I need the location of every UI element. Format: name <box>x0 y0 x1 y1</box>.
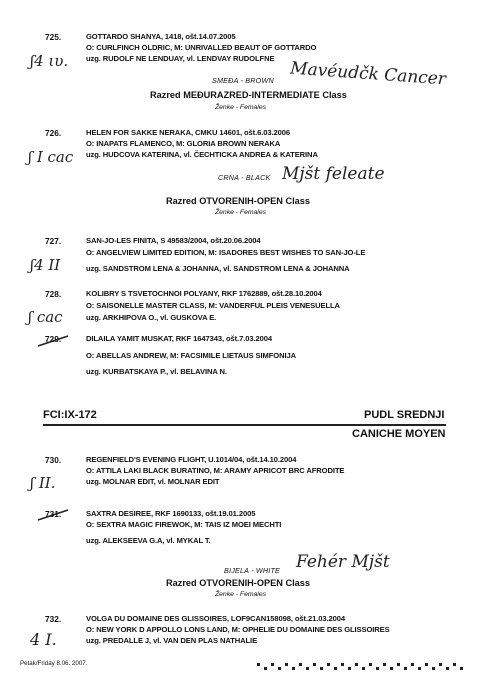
entry-title: HELEN FOR SAKKE NERAKA, CMKU 14601, ošt.6.03.2006 <box>86 128 290 137</box>
entry-parents: O: SAISONELLE MASTER CLASS, M: VANDERFUL PLEIS VENESUELLA <box>86 301 340 310</box>
handwritten-note: Mjšt feleate <box>282 164 385 184</box>
entry-number: 727. <box>45 236 62 246</box>
entry-parents: O: CURLFINCH OLDRIC, M: UNRIVALLED BEAUT OF GOTTARDO <box>86 43 317 52</box>
entry-owner: uzg. PREDALLE J, vl. VAN DEN PLAS NATHALIE <box>86 636 258 645</box>
entry-number: 730. <box>45 455 62 465</box>
color-heading: BIJELA - WHITE <box>224 566 281 575</box>
entry-number: 729. <box>45 334 62 344</box>
entry-owner: uzg. KURBATSKAYA P., vl. BELAVINA N. <box>86 367 227 376</box>
entry-title: VOLGA DU DOMAINE DES GLISSOIRES, LOF9CAN158098, ošt.21.03.2004 <box>86 614 345 623</box>
entry-number: 725. <box>45 32 62 42</box>
entry-title: KOLIBRY S TSVETOCHNOI POLYANY, RKF 1762889, ošt.28.10.2004 <box>86 289 322 298</box>
handwritten-grade: ʃ I cac <box>28 148 74 166</box>
class-heading: Razred OTVORENIH-OPEN Class <box>166 196 310 206</box>
entry-number: 726. <box>45 128 62 138</box>
entry-number: 732. <box>45 614 62 624</box>
sex-subheading: Ženke - Females <box>215 591 266 598</box>
handwritten-grade: ʃ4 II <box>30 256 61 274</box>
entry-owner: uzg. SANDSTROM LENA & JOHANNA, vl. SANDSTROM LENA & JOHANNA <box>86 264 350 273</box>
handwritten-grade: 4 I. <box>30 630 57 649</box>
entry-title: REGENFIELD'S EVENING FLIGHT, U.1014/04, ošt.14.10.2004 <box>86 455 297 464</box>
entry-number: 728. <box>45 289 62 299</box>
decorative-pattern <box>255 660 465 672</box>
entry-owner: uzg. ARKHIPOVA O., vl. GUSKOVA E. <box>86 313 217 322</box>
sex-subheading: Ženke - Females <box>215 209 266 216</box>
handwritten-grade: ʃ4 ιυ. <box>30 52 69 70</box>
handwritten-grade: ʃ II. <box>30 474 56 492</box>
entry-owner: uzg. HUDCOVA KATERINA, vl. ČECHTICKA ANDREA & KATERINA <box>86 150 318 159</box>
handwritten-grade: ʃ cac <box>28 308 63 326</box>
color-heading: CRNA - BLACK <box>218 173 271 182</box>
entry-title: SAN-JO-LES FINITA, S 49583/2004, ošt.20.06.2004 <box>86 236 261 245</box>
entry-number: 731. <box>45 509 62 519</box>
entry-parents: O: INAPATS FLAMENCO, M: GLORIA BROWN NERAKA <box>86 139 281 148</box>
footer-date: Petak/Friday 8.06. 2007. <box>20 660 88 667</box>
handwritten-note: Mavéudčk Cancer <box>289 58 447 90</box>
handwritten-note: Fehér Mjšt <box>296 552 390 572</box>
entry-owner: uzg. ALEKSEEVA G.A, vl. MYKAL T. <box>86 536 211 545</box>
entry-parents: O: NEW YORK D APPOLLO LONS LAND, M: OPHELIE DU DOMAINE DES GLISSOIRES <box>86 625 390 634</box>
fci-code: FCI:IX-172 <box>43 409 97 421</box>
breed-name: PUDL SREDNJI <box>364 409 445 421</box>
entry-owner: uzg. MOLNAR EDIT, vl. MOLNAR EDIT <box>86 477 220 486</box>
strikethrough-mark <box>36 508 70 522</box>
entry-parents: O: SEXTRA MAGIC FIREWOK, M: TAIS IZ MOEI MECHTI <box>86 520 282 529</box>
strikethrough-mark <box>36 334 70 348</box>
class-heading: Razred OTVORENIH-OPEN Class <box>166 578 310 588</box>
entry-parents: O: ABELLAS ANDREW, M: FACSIMILE LIETAUS SIMFONIJA <box>86 351 296 360</box>
color-heading: SMEĐA - BROWN <box>212 76 274 85</box>
sex-subheading: Ženke - Females <box>215 104 266 111</box>
header-rule <box>43 424 446 426</box>
breed-name-fr: CANICHE MOYEN <box>352 428 446 440</box>
entry-parents: O: ANGELVIEW LIMITED EDITION, M: ISADORES BEST WISHES TO SAN-JO-LE <box>86 248 366 257</box>
entry-title: GOTTARDO SHANYA, 1418, ošt.14.07.2005 <box>86 32 236 41</box>
class-heading: Razred MEĐURAZRED-INTERMEDIATE Class <box>150 90 347 100</box>
entry-parents: O: ATTILA LAKI BLACK BURATINO, M: ARAMY APRICOT BRC AFRODITE <box>86 466 345 475</box>
entry-owner: uzg. RUDOLF NE LENDUAY, vl. LENDVAY RUDOLFNE <box>86 54 275 63</box>
entry-title: DILAILA YAMIT MUSKAT, RKF 1647343, ošt.7.03.2004 <box>86 334 272 343</box>
entry-title: SAXTRA DESIREE, RKF 1690133, ošt.19.01.2005 <box>86 509 256 518</box>
